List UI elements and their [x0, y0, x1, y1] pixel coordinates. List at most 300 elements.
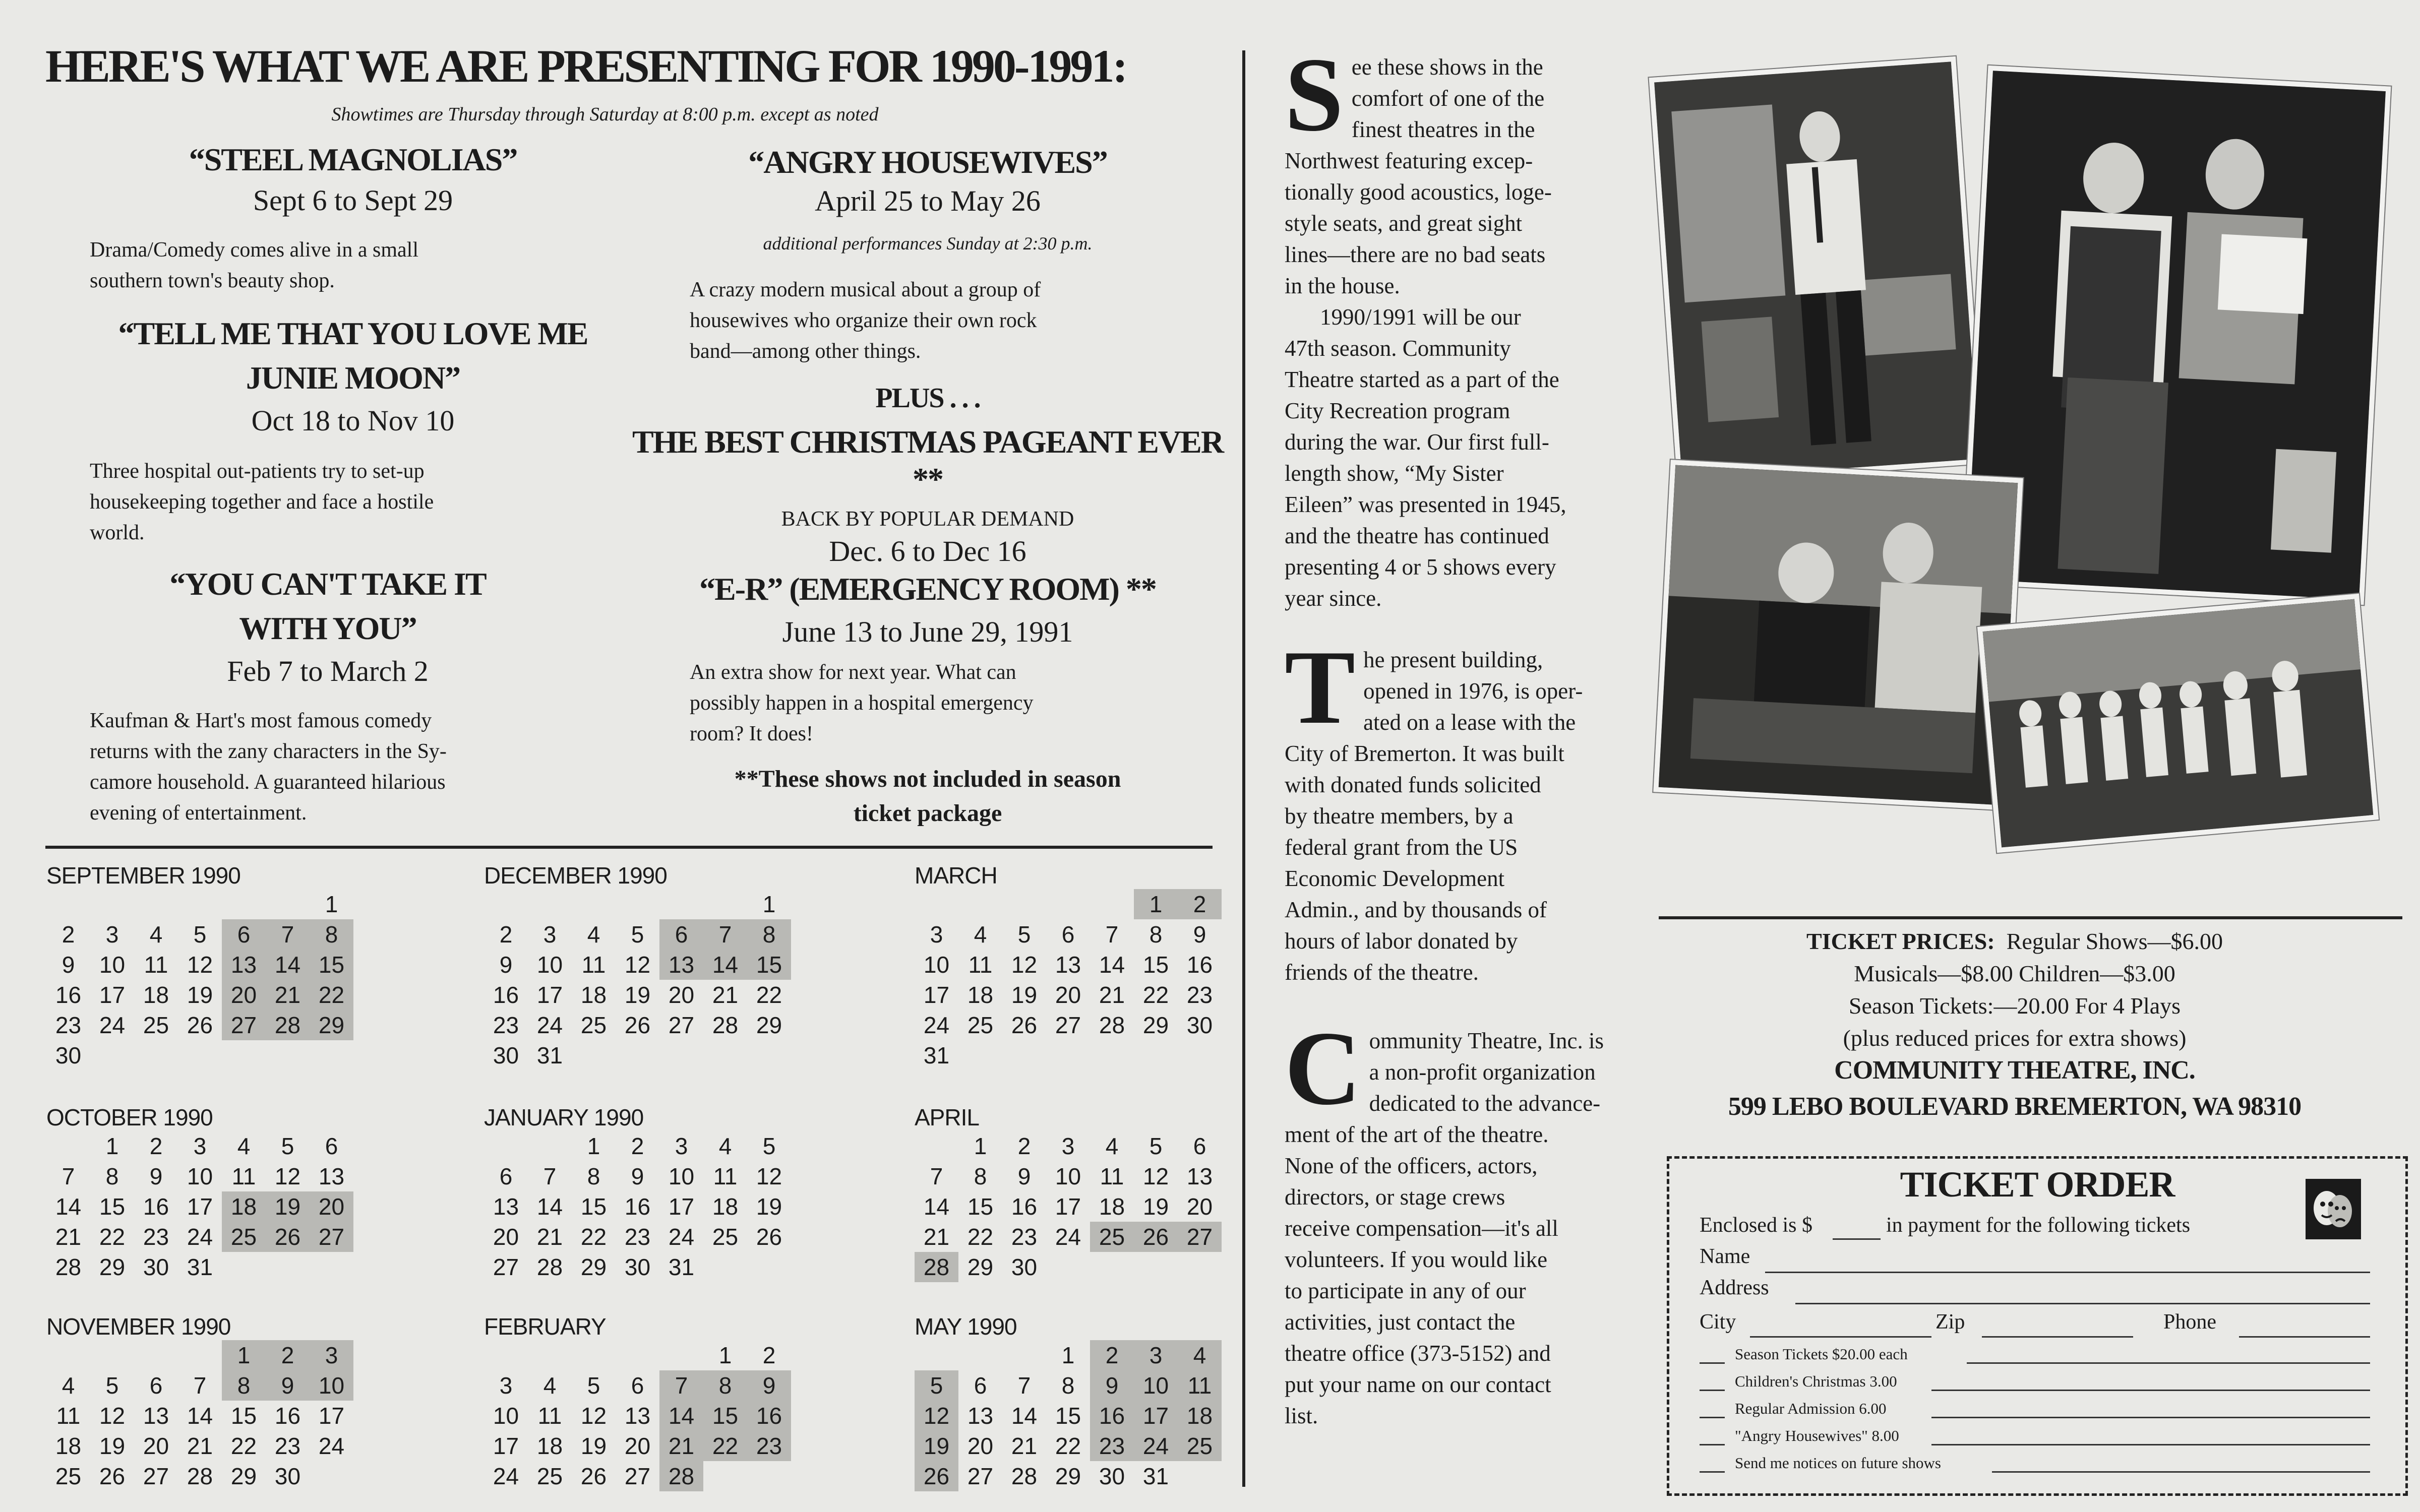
- show-title-line1: “YOU CAN'T TAKE IT: [169, 566, 486, 602]
- text-line: City of Bremerton. It was built: [1285, 741, 1564, 766]
- calendar-day: 30: [493, 1042, 519, 1068]
- calendar-blank: [572, 889, 616, 919]
- calendar-day: 8: [747, 919, 791, 950]
- show-title: “E-R” (EMERGENCY ROOM) **: [699, 571, 1156, 607]
- headline: HERE'S WHAT WE ARE PRESENTING FOR 1990-1991:: [45, 40, 1126, 92]
- calendar-day: 3: [193, 1133, 207, 1159]
- calendar-day: 25: [1178, 1431, 1222, 1461]
- calendar-day: 17: [1134, 1401, 1178, 1431]
- calendar-day: 11: [231, 1163, 256, 1189]
- divider: [45, 846, 1213, 849]
- notices-checkbox[interactable]: [1700, 1471, 1725, 1473]
- calendar-day: 13: [143, 1403, 169, 1429]
- text-line: in the house.: [1285, 273, 1400, 298]
- calendar-day: 15: [1055, 1403, 1081, 1429]
- calendar-day: 4: [718, 1133, 732, 1159]
- calendar-day: 28: [536, 1254, 563, 1280]
- calendar-day: 15: [747, 950, 791, 980]
- calendar-day: 8: [222, 1370, 266, 1401]
- show-you-cant-take-it: [50, 565, 605, 688]
- calendar-day: 3: [543, 921, 557, 948]
- calendar-day: 23: [624, 1224, 651, 1250]
- show-title-line2: JUNIE MOON”: [246, 360, 460, 396]
- calendar-day: 11: [713, 1163, 738, 1189]
- calendar-day: 8: [105, 1163, 119, 1189]
- calendar-day: 16: [1186, 952, 1213, 978]
- calendar-day: 5: [762, 1133, 776, 1159]
- calendar-day: 18: [536, 1433, 563, 1459]
- calendar-day: 18: [222, 1191, 266, 1222]
- desc-line: southern town's beauty shop.: [90, 269, 335, 292]
- text-line: length show, “My Sister: [1285, 461, 1504, 486]
- desc-line: room? It does!: [690, 722, 813, 745]
- show-description: [90, 456, 434, 548]
- calendar-blank: [90, 1340, 134, 1370]
- show-title: “STEEL MAGNOLIAS”: [189, 142, 517, 177]
- calendar-day: 3: [499, 1372, 513, 1399]
- calendar-day: 2: [1178, 889, 1222, 919]
- calendar-day: 14: [703, 950, 747, 980]
- calendar-day: 1: [105, 1133, 119, 1159]
- calendar-day: 8: [310, 919, 353, 950]
- calendar-month: [484, 1104, 902, 1282]
- calendar-blank: [659, 1340, 703, 1370]
- calendar-grid: [915, 1131, 1333, 1282]
- calendar-day: 19: [266, 1191, 310, 1222]
- calendar-day: 16: [1011, 1193, 1038, 1220]
- calendar-day: 31: [536, 1042, 563, 1068]
- calendar-day: 28: [1011, 1463, 1038, 1489]
- calendar-day: 28: [266, 1010, 310, 1040]
- calendar-blank: [178, 1340, 222, 1370]
- calendar-day: 22: [703, 1431, 747, 1461]
- city-field[interactable]: [1750, 1336, 1931, 1338]
- calendar-day: 27: [1178, 1222, 1222, 1252]
- show-title: “ANGRY HOUSEWIVES”: [748, 144, 1107, 180]
- enclosed-text: in payment for the following tickets: [1886, 1214, 2191, 1237]
- phone-label: Phone: [2163, 1310, 2216, 1334]
- price-regular-text: Regular Shows—$6.00: [2006, 928, 2223, 954]
- calendar-day: 25: [580, 1012, 607, 1038]
- calendar-grid: [915, 1340, 1333, 1491]
- text-line: dedicated to the advance-: [1369, 1091, 1601, 1116]
- calendar-day: 25: [1090, 1222, 1134, 1252]
- calendar-day: 24: [536, 1012, 563, 1038]
- calendar-day: 2: [62, 921, 75, 948]
- calendar-day: 10: [493, 1403, 519, 1429]
- calendar-day: 9: [499, 952, 513, 978]
- calendar-day: 16: [1090, 1401, 1134, 1431]
- calendar-day: 15: [967, 1193, 994, 1220]
- organization-name: COMMUNITY THEATRE, INC.: [1834, 1056, 2195, 1085]
- theatre-masks-icon: [2306, 1179, 2361, 1239]
- text-line: opened in 1976, is oper-: [1363, 678, 1583, 704]
- desc-line: Drama/Comedy comes alive in a small: [90, 238, 418, 262]
- text-line: Economic Development: [1285, 866, 1505, 891]
- calendar-month: [46, 1104, 465, 1282]
- paragraph-building: [1285, 629, 1648, 988]
- text-line: Admin., and by thousands of: [1285, 897, 1547, 922]
- drop-cap: C: [1285, 1010, 1361, 1127]
- text-line: during the war. Our first full-: [1285, 429, 1549, 455]
- calendar-day: 20: [143, 1433, 169, 1459]
- calendar-day: 3: [105, 921, 119, 948]
- calendar-day: 3: [310, 1340, 353, 1370]
- calendar-day: 21: [923, 1224, 950, 1250]
- calendar-day: 22: [230, 1433, 257, 1459]
- calendar-month: [484, 862, 902, 1070]
- text-line: comfort of one of the: [1351, 86, 1545, 111]
- calendar-day: 26: [266, 1222, 310, 1252]
- calendar-day: 22: [967, 1224, 994, 1250]
- calendar-day: 8: [587, 1163, 600, 1189]
- show-description: [690, 657, 1034, 749]
- calendar-day: 27: [1055, 1012, 1081, 1038]
- show-christmas-pageant: [625, 423, 1230, 568]
- footnote-line: **These shows not included in season: [734, 766, 1121, 792]
- calendar-day: 2: [1017, 1133, 1031, 1159]
- desc-line: housewives who organize their own rock: [690, 309, 1037, 332]
- calendar-day: 20: [1186, 1193, 1213, 1220]
- text-line: None of the officers, actors,: [1285, 1153, 1538, 1178]
- calendar-day: 4: [149, 921, 163, 948]
- text-line: Theatre started as a part of the: [1285, 367, 1559, 392]
- calendar-day: 4: [587, 921, 600, 948]
- calendar-day: 13: [624, 1403, 651, 1429]
- show-steel-magnolias: [76, 141, 630, 217]
- calendar-day: 7: [703, 919, 747, 950]
- calendar-day: 21: [1011, 1433, 1038, 1459]
- calendar-day: 9: [747, 1370, 791, 1401]
- footnote-line: ticket package: [853, 800, 1002, 827]
- calendar-day: 29: [580, 1254, 607, 1280]
- calendar-day: 29: [756, 1012, 782, 1038]
- calendar-day: 17: [318, 1403, 345, 1429]
- calendar-day: 9: [631, 1163, 644, 1189]
- calendar-month-name: MARCH: [915, 862, 997, 889]
- calendar-day: 6: [222, 919, 266, 950]
- text-line: 47th season. Community: [1285, 336, 1511, 361]
- calendar-grid: [46, 889, 465, 1070]
- calendar-day: 17: [923, 982, 950, 1008]
- show-description: [90, 235, 418, 296]
- zip-field[interactable]: [1982, 1336, 2133, 1338]
- paragraph-nonprofit: [1285, 1010, 1648, 1431]
- production-photo-4: [1977, 594, 2379, 853]
- calendar-day: 19: [580, 1433, 607, 1459]
- calendar-day: 26: [99, 1463, 126, 1489]
- price-musicals: Musicals—$8.00 Children—$3.00: [1854, 961, 2175, 986]
- calendar-day: 6: [659, 919, 703, 950]
- paragraph-intro: [1285, 36, 1648, 301]
- calendar-day: 10: [923, 952, 950, 978]
- text-line: hours of labor donated by: [1285, 928, 1518, 954]
- calendar-day: 11: [1100, 1163, 1124, 1189]
- text-line: lines—there are no bad seats: [1285, 242, 1546, 267]
- masks-graphic: [2306, 1179, 2361, 1239]
- calendar-day: 26: [756, 1224, 782, 1250]
- text-line: ee these shows in the: [1351, 54, 1543, 80]
- show-subtitle: BACK BY POPULAR DEMAND: [781, 508, 1074, 531]
- calendar-day: 29: [310, 1010, 353, 1040]
- text-line: to participate in any of our: [1285, 1278, 1526, 1303]
- calendar-blank: [1090, 889, 1134, 919]
- calendar-day: 23: [1186, 982, 1213, 1008]
- calendar-day: 6: [974, 1372, 987, 1399]
- calendar-day: 24: [1134, 1431, 1178, 1461]
- calendar-day: 20: [967, 1433, 994, 1459]
- calendar-day: 10: [99, 952, 126, 978]
- calendar-blank: [134, 1340, 178, 1370]
- calendar-day: 5: [915, 1370, 958, 1401]
- calendar-grid: [915, 889, 1333, 1070]
- calendar-day: 13: [659, 950, 703, 980]
- calendar-day: 25: [712, 1224, 739, 1250]
- calendar-day: 15: [310, 950, 353, 980]
- calendar-day: 9: [266, 1370, 310, 1401]
- calendar-day: 2: [499, 921, 513, 948]
- text-line: Eileen” was presented in 1945,: [1285, 492, 1566, 517]
- price-season: Season Tickets:—20.00 For 4 Plays: [1848, 993, 2181, 1019]
- calendar-day: 31: [1142, 1463, 1169, 1489]
- calendar-day: 5: [1017, 921, 1031, 948]
- desc-line: Three hospital out-patients try to set-up: [90, 460, 425, 483]
- calendar-day: 1: [1134, 889, 1178, 919]
- calendar-month-name: SEPTEMBER 1990: [46, 862, 240, 889]
- calendar-month-name: APRIL: [915, 1104, 979, 1130]
- calendar-day: 1: [718, 1342, 732, 1368]
- name-label: Name: [1700, 1245, 1750, 1268]
- calendar-day: 3: [1134, 1340, 1178, 1370]
- calendar-day: 30: [1099, 1463, 1125, 1489]
- calendar-day: 28: [712, 1012, 739, 1038]
- text-line: volunteers. If you would like: [1285, 1247, 1548, 1272]
- calendar-day: 3: [1061, 1133, 1075, 1159]
- calendar-day: 23: [1090, 1431, 1134, 1461]
- organization-address: 599 LEBO BOULEVARD BREMERTON, WA 98310: [1728, 1092, 2302, 1121]
- calendar-day: 5: [281, 1133, 294, 1159]
- price-regular: [1662, 925, 2368, 958]
- desc-line: returns with the zany characters in the Sy-: [90, 740, 447, 763]
- calendar-day: 14: [55, 1193, 82, 1220]
- calendar-day: 15: [99, 1193, 126, 1220]
- calendar-day: 18: [1099, 1193, 1125, 1220]
- calendar-day: 8: [1149, 921, 1163, 948]
- calendar-blank: [1046, 889, 1090, 919]
- calendar-grid: [46, 1340, 465, 1491]
- calendar-day: 20: [668, 982, 695, 1008]
- calendar-day: 29: [1142, 1012, 1169, 1038]
- name-field[interactable]: [1765, 1272, 2370, 1273]
- calendar-day: 28: [915, 1252, 958, 1282]
- divider: [1659, 916, 2402, 919]
- option-notices: Send me notices on future shows: [1735, 1454, 1941, 1472]
- text-line: theatre office (373-5152) and: [1285, 1341, 1551, 1366]
- calendar-day: 6: [1193, 1133, 1206, 1159]
- calendar-day: 29: [99, 1254, 126, 1280]
- calendar-blank: [703, 889, 747, 919]
- calendar-day: 29: [1055, 1463, 1081, 1489]
- show-description: [690, 275, 1041, 367]
- calendar-day: 16: [493, 982, 519, 1008]
- calendar-blank: [178, 889, 222, 919]
- calendar-blank: [1002, 1340, 1046, 1370]
- text-line: and the theatre has continued: [1285, 523, 1549, 548]
- calendar-day: 28: [187, 1463, 213, 1489]
- calendar-grid: [484, 1131, 902, 1282]
- calendar-day: 28: [1099, 1012, 1125, 1038]
- text-line: friends of the theatre.: [1285, 960, 1479, 985]
- calendar-day: 14: [1099, 952, 1125, 978]
- calendar-day: 10: [187, 1163, 213, 1189]
- production-photo-1: [1649, 56, 1984, 485]
- desc-line: evening of entertainment.: [90, 801, 307, 825]
- phone-field[interactable]: [2239, 1336, 2370, 1338]
- calendar-month-name: OCTOBER 1990: [46, 1104, 213, 1130]
- text-line: put your name on our contact: [1285, 1372, 1551, 1397]
- calendar-day: 12: [1011, 952, 1038, 978]
- calendar-blank: [46, 1340, 90, 1370]
- calendar-blank: [134, 889, 178, 919]
- option-line: [1967, 1362, 2370, 1364]
- calendar-day: 16: [143, 1193, 169, 1220]
- calendar-day: 25: [967, 1012, 994, 1038]
- calendar-day: 27: [668, 1012, 695, 1038]
- calendar-day: 25: [536, 1463, 563, 1489]
- calendar-day: 20: [310, 1191, 353, 1222]
- calendar-day: 17: [536, 982, 563, 1008]
- calendar-day: 19: [1142, 1193, 1169, 1220]
- calendar-blank: [46, 889, 90, 919]
- calendar-day: 26: [624, 1012, 651, 1038]
- calendar-day: 30: [274, 1463, 301, 1489]
- calendar-day: 7: [62, 1163, 75, 1189]
- text-line: Northwest featuring excep-: [1285, 148, 1533, 173]
- desc-line: possibly happen in a hospital emergency: [690, 691, 1034, 715]
- price-reduced: (plus reduced prices for extra shows): [1843, 1025, 2187, 1051]
- calendar-day: 8: [1061, 1372, 1075, 1399]
- calendar-grid: [46, 1131, 465, 1282]
- option-line: [1931, 1390, 2370, 1391]
- article-text: [1285, 36, 1648, 1431]
- calendar-day: 18: [580, 982, 607, 1008]
- calendar-day: 11: [537, 1403, 562, 1429]
- calendar-day: 23: [1011, 1224, 1038, 1250]
- calendar-day: 5: [631, 921, 644, 948]
- calendar-blank: [915, 1340, 958, 1370]
- calendar-day: 17: [187, 1193, 213, 1220]
- calendar-blank: [659, 889, 703, 919]
- calendar-day: 27: [222, 1010, 266, 1040]
- calendar-day: 14: [659, 1401, 703, 1431]
- calendar-month-name: FEBRUARY: [484, 1313, 606, 1340]
- calendar-blank: [915, 889, 958, 919]
- calendar-day: 1: [587, 1133, 600, 1159]
- calendar-month: [46, 1313, 465, 1491]
- text-line: directors, or stage crews: [1285, 1184, 1505, 1210]
- calendar-day: 11: [1178, 1370, 1222, 1401]
- calendar-day: 9: [149, 1163, 163, 1189]
- photo-1-image: [1654, 61, 1979, 479]
- calendar-day: 21: [712, 982, 739, 1008]
- calendar-day: 20: [493, 1224, 519, 1250]
- calendar-day: 16: [747, 1401, 791, 1431]
- calendar-day: 28: [55, 1254, 82, 1280]
- calendar-day: 17: [493, 1433, 519, 1459]
- calendar-day: 27: [967, 1463, 994, 1489]
- calendar-day: 8: [703, 1370, 747, 1401]
- angry-housewives-qty[interactable]: [1700, 1444, 1725, 1445]
- calendar-day: 23: [493, 1012, 519, 1038]
- calendar-day: 19: [756, 1193, 782, 1220]
- calendar-day: 24: [493, 1463, 519, 1489]
- option-line: [1931, 1444, 2370, 1445]
- calendar-day: 11: [968, 952, 993, 978]
- calendar-day: 17: [668, 1193, 695, 1220]
- calendar-day: 2: [149, 1133, 163, 1159]
- calendar-day: 1: [325, 891, 338, 917]
- address-field[interactable]: [1795, 1303, 2370, 1304]
- calendar-blank: [484, 1340, 528, 1370]
- calendar-day: 24: [318, 1433, 345, 1459]
- calendar-day: 18: [1178, 1401, 1222, 1431]
- calendar-day: 5: [193, 921, 207, 948]
- showtimes-note: Showtimes are Thursday through Saturday at 8:00 p.m. except as noted: [331, 104, 879, 125]
- childrens-christmas-qty[interactable]: [1700, 1390, 1725, 1391]
- calendar-blank: [484, 1131, 528, 1161]
- calendar-day: 30: [143, 1254, 169, 1280]
- calendar-month: [46, 862, 465, 1070]
- calendar-day: 24: [668, 1224, 695, 1250]
- zip-label: Zip: [1935, 1310, 1965, 1334]
- calendar-day: 10: [1134, 1370, 1178, 1401]
- calendar-blank: [46, 1131, 90, 1161]
- show-title-line2: WITH YOU”: [239, 610, 416, 646]
- calendar-day: 14: [187, 1403, 213, 1429]
- address-label: Address: [1700, 1276, 1769, 1299]
- calendar-day: 18: [55, 1433, 82, 1459]
- desc-line: housekeeping together and face a hostile: [90, 490, 434, 514]
- calendar-day: 10: [1055, 1163, 1081, 1189]
- calendar-day: 29: [967, 1254, 994, 1280]
- calendar-day: 9: [62, 952, 75, 978]
- text-line: receive compensation—it's all: [1285, 1216, 1558, 1241]
- calendar-day: 18: [712, 1193, 739, 1220]
- season-footnote: [650, 762, 1205, 831]
- show-dates: Sept 6 to Sept 29: [253, 184, 453, 217]
- calendar-day: 12: [915, 1401, 958, 1431]
- season-ticket-qty[interactable]: [1700, 1362, 1725, 1364]
- amount-input[interactable]: [1833, 1238, 1881, 1240]
- ticket-prices: [1662, 925, 2368, 1123]
- calendar-blank: [528, 889, 572, 919]
- calendar-day: 20: [624, 1433, 651, 1459]
- calendar-day: 25: [143, 1012, 169, 1038]
- calendar-day: 18: [967, 982, 994, 1008]
- regular-admission-qty[interactable]: [1700, 1417, 1725, 1418]
- city-label: City: [1700, 1310, 1736, 1334]
- calendar-day: 21: [266, 980, 310, 1010]
- show-title-line1: “TELL ME THAT YOU LOVE ME: [118, 316, 588, 351]
- calendar-blank: [90, 889, 134, 919]
- calendar-blank: [222, 889, 266, 919]
- text-line: finest theatres in the: [1351, 117, 1535, 142]
- desc-line: Kaufman & Hart's most famous comedy: [90, 709, 432, 732]
- calendar-day: 23: [143, 1224, 169, 1250]
- calendar-day: 13: [318, 1163, 345, 1189]
- calendar-day: 12: [99, 1403, 126, 1429]
- show-dates: Dec. 6 to Dec 16: [829, 535, 1026, 568]
